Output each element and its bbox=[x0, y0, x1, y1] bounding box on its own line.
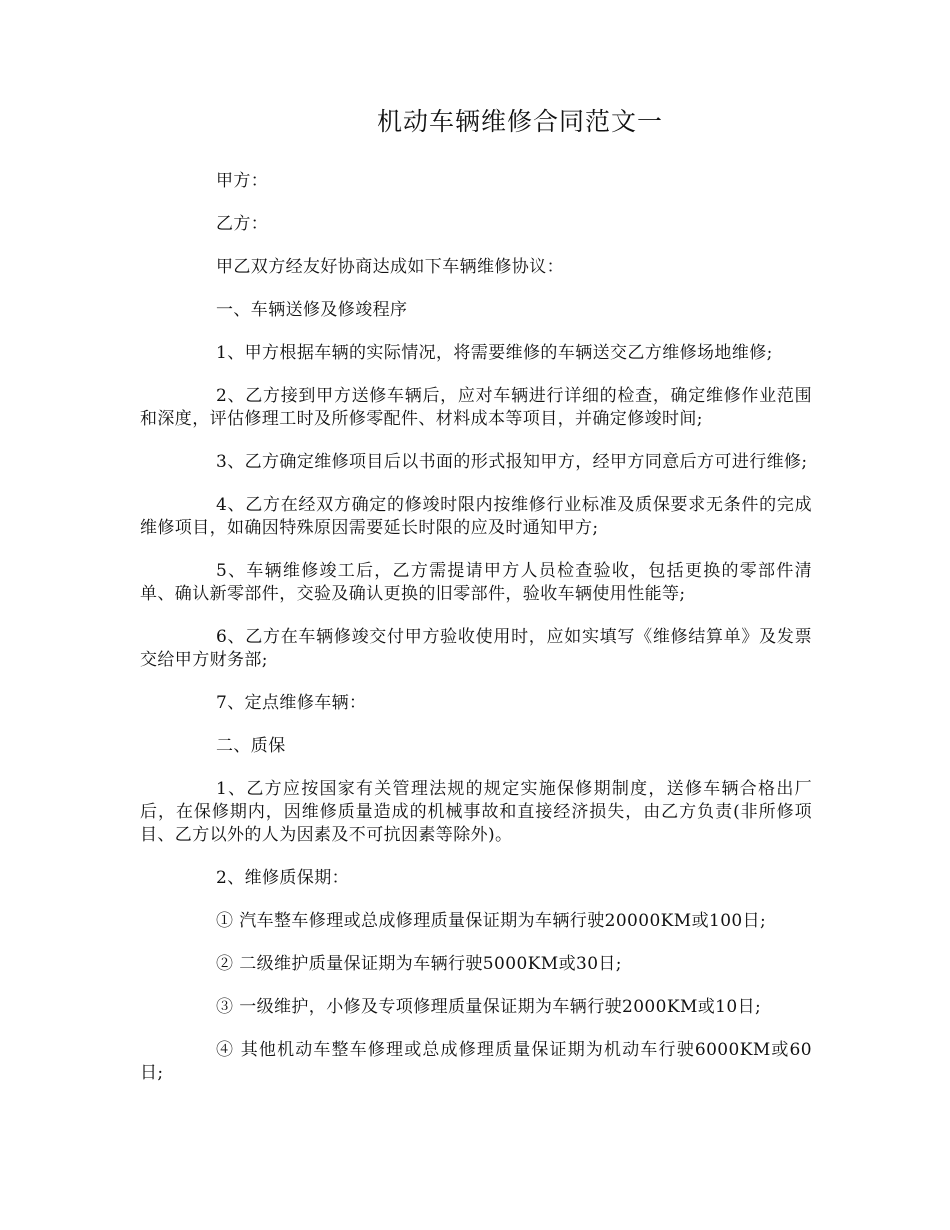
party-b-line: 乙方： bbox=[216, 214, 269, 234]
document-title: 机动车辆维修合同范文一 bbox=[376, 107, 663, 136]
warranty-item: ① 汽车整车修理或总成修理质量保证期为车辆行驶20000KM或100日; bbox=[216, 911, 767, 931]
section-heading: 二、质保 bbox=[216, 736, 286, 756]
document-body bbox=[140, 170, 812, 1105]
clause: 2、乙方接到甲方送修车辆后，应对车辆进行详细的检查，确定维修作业范围和深度，评估修理工时及所修零配件、材料成本等项目，并确定修竣时间; bbox=[140, 386, 812, 429]
section-heading: 一、车辆送修及修竣程序 bbox=[216, 300, 408, 320]
clause: 6、乙方在车辆修竣交付甲方验收使用时，应如实填写《维修结算单》及发票交给甲方财务部; bbox=[140, 627, 812, 670]
warranty-item: ③ 一级维护，小修及专项修理质量保证期为车辆行驶2000KM或10日; bbox=[216, 997, 762, 1017]
clause: 1、甲方根据车辆的实际情况，将需要维修的车辆送交乙方维修场地维修; bbox=[216, 343, 773, 363]
warranty-item: ④ 其他机动车整车修理或总成修理质量保证期为机动车行驶6000KM或60日; bbox=[140, 1040, 812, 1083]
clause: 2、维修质保期： bbox=[216, 868, 350, 888]
agreement-intro: 甲乙双方经友好协商达成如下车辆维修协议： bbox=[216, 257, 564, 277]
clause: 3、乙方确定维修项目后以书面的形式报知甲方，经甲方同意后方可进行维修; bbox=[216, 452, 808, 472]
clause: 1、乙方应按国家有关管理法规的规定实施保修期制度，送修车辆合格出厂后，在保修期内，因维修质量造成的机械事故和直接经济损失，由乙方负责(非所修项目、乙方以外的人为因素及不可抗因素等除外)。 bbox=[140, 779, 812, 845]
party-a-line: 甲方： bbox=[216, 171, 269, 191]
warranty-item: ② 二级维护质量保证期为车辆行驶5000KM或30日; bbox=[216, 954, 622, 974]
clause: 5、车辆维修竣工后，乙方需提请甲方人员检查验收，包括更换的零部件清单、确认新零部件，交验及确认更换的旧零部件，验收车辆使用性能等; bbox=[140, 561, 812, 604]
clause: 7、定点维修车辆： bbox=[216, 693, 367, 713]
clause: 4、乙方在经双方确定的修竣时限内按维修行业标准及质保要求无条件的完成维修项目，如确因特殊原因需要延长时限的应及时通知甲方; bbox=[140, 495, 812, 538]
